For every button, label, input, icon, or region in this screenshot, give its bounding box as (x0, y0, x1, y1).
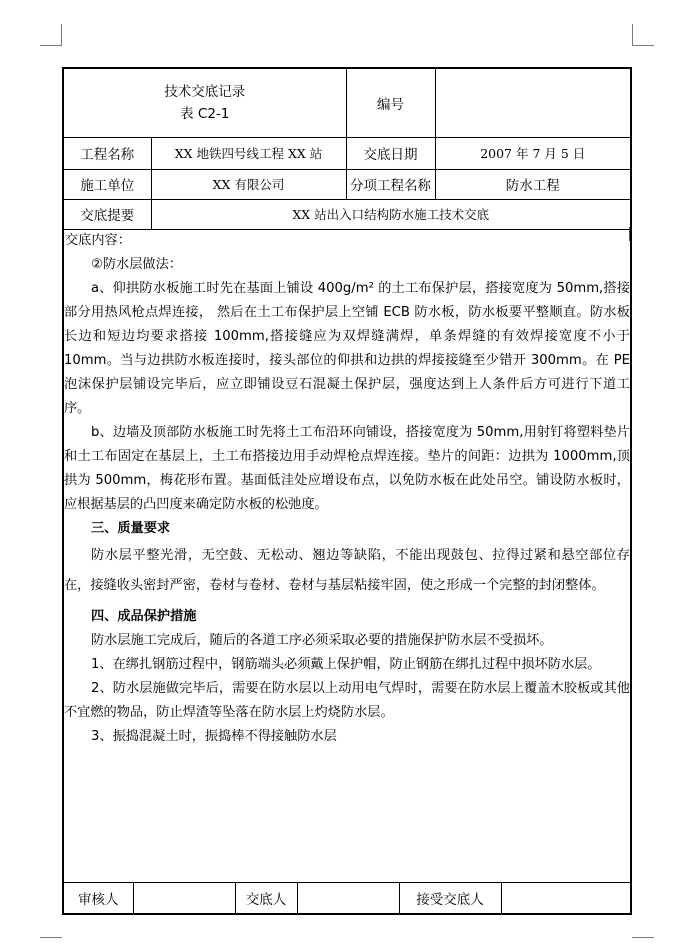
receiver-value[interactable] (501, 883, 630, 914)
signature-table (64, 882, 630, 913)
reviewer-value[interactable] (133, 883, 235, 914)
paragraph-b: b、边墙及顶部防水板施工时先将土工布沿环向铺设，搭接宽度为 50mm,用射钉将塑料垫片和土工布固定在基层上，土工布搭接边用手动焊枪点焊连接。垫片的间距：边拱为 1000mm,顶拱为 500mm，梅花形布置。基面低洼处应增设布点，以免防水板在此处吊空。铺设防水板时，应根据基层的凸凹度来确定防水板的松弛度。 (64, 425, 630, 512)
crop-mark (40, 937, 62, 938)
crop-mark (632, 24, 633, 46)
date-value[interactable]: 2007 年 7 月 5 日 (435, 137, 630, 169)
quality-requirements-heading: 三、质量要求 (91, 521, 171, 536)
reviewer-label: 审核人 (64, 883, 133, 914)
record-title-cell (64, 69, 346, 137)
record-header-table (64, 69, 630, 230)
subproject-label: 分项工程名称 (346, 169, 435, 199)
form-number: 表 C2-1 (180, 105, 230, 122)
protection-item-1: 1、在绑扎钢筋过程中，钢筋端头必须戴上保护帽，防止钢筋在绑扎过程中损坏防水层。 (91, 657, 601, 672)
protection-intro: 防水层施工完成后，随后的各道工序必须采取必要的措施保护防水层不受损坏。 (91, 633, 553, 648)
discloser-value[interactable] (297, 883, 399, 914)
text-cursor (629, 227, 630, 241)
date-label: 交底日期 (346, 137, 435, 169)
discloser-label: 交底人 (235, 883, 297, 914)
number-value[interactable] (435, 69, 630, 137)
summary-value[interactable]: XX 站出入口结构防水施工技术交底 (151, 199, 630, 229)
summary-label: 交底提要 (64, 199, 151, 229)
project-name-label: 工程名称 (64, 137, 151, 169)
unit-label: 施工单位 (64, 169, 151, 199)
crop-mark (632, 45, 654, 46)
protection-item-2: 2、防水层施做完毕后，需要在防水层以上动用电气焊时，需要在防水层上覆盖木胶板或其他不宜燃的物品，防止焊渣等坠落在防水层上灼烧防水层。 (64, 681, 630, 720)
crop-mark (40, 45, 62, 46)
product-protection-heading: 四、成品保护措施 (91, 609, 197, 624)
section-waterproof-layer-title: ②防水层做法： (91, 257, 182, 272)
protection-item-3: 3、振捣混凝土时，振捣棒不得接触防水层 (91, 729, 337, 744)
unit-value[interactable]: XX 有限公司 (151, 169, 346, 199)
record-title: 技术交底记录 (164, 83, 246, 100)
receiver-label: 接受交底人 (399, 883, 501, 914)
crop-mark (61, 24, 62, 46)
subproject-value[interactable]: 防水工程 (435, 169, 630, 199)
number-label: 编号 (346, 69, 435, 137)
quality-requirements-text: 防水层平整光滑，无空鼓、无松动、翘边等缺陷，不能出现鼓包、拉得过紧和悬空部位存在，接缝收头密封严密，卷材与卷材、卷材与基层粘接牢固，使之形成一个完整的封闭整体。 (64, 548, 630, 593)
crop-mark (632, 937, 654, 938)
project-name-value[interactable]: XX 地铁四号线工程 XX 站 (151, 137, 346, 169)
content-label: 交底内容： (65, 233, 131, 248)
disclosure-content[interactable] (64, 229, 630, 749)
paragraph-a: a、仰拱防水板施工时先在基面上铺设 400g/m² 的土工布保护层，搭接宽度为 50mm,搭接部分用热风枪点焊连接， 然后在土工布保护层上空铺 ECB 防水板，防水板要平整顺直。防水板长边和短边均要求搭接 100mm,搭接缝应为双焊缝满焊，单条焊缝的有效焊接宽度不小于 10mm。当与边拱防水板连接时，接头部位的仰拱和边拱的焊接接缝至少错开 300mm。在 PE 泡沫保护层铺设完毕后，应立即铺设豆石混凝土保护层，强度达到上人条件后方可进行下道工序。 (64, 281, 630, 416)
disclosure-record-page (62, 67, 632, 915)
